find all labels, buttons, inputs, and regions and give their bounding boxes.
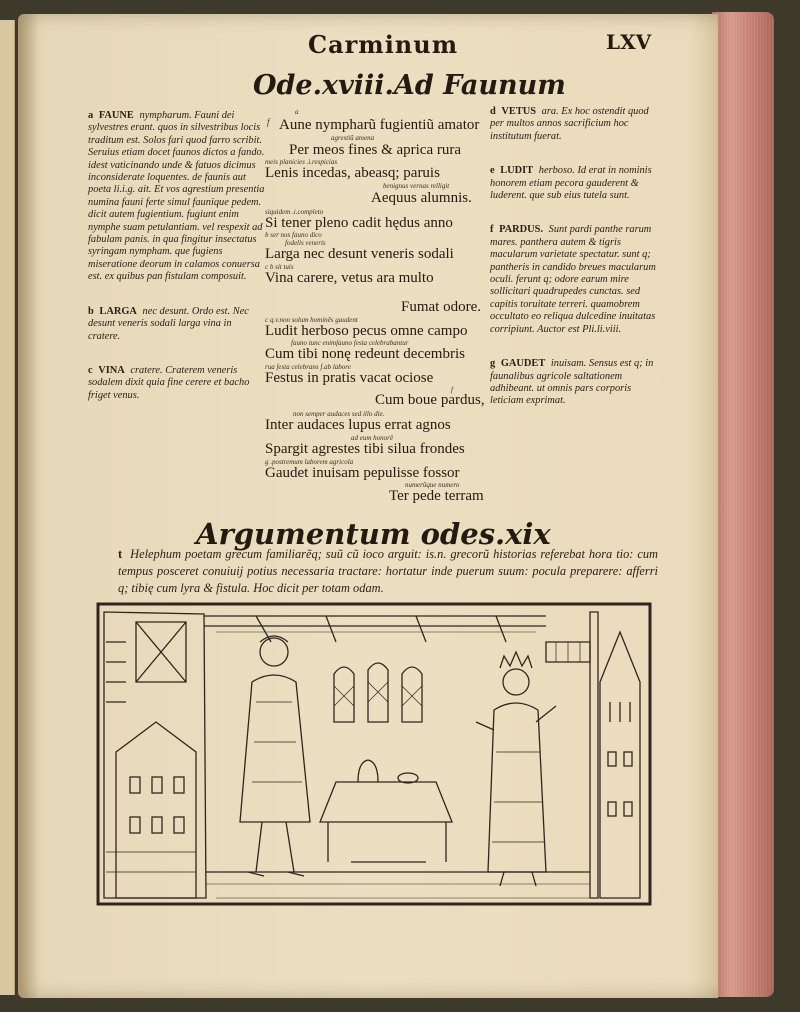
table-icon: [320, 760, 452, 862]
poem-line: Si tener pleno cadit hędus anno: [265, 215, 453, 231]
gloss-mark: f: [267, 117, 270, 127]
note-text: inuisam. Sensus est q; in faunalibus agricole saltationem adhibeant. ut omnis pars corporis leticiam exprimat.: [490, 358, 654, 407]
note-lemma: VINA: [98, 364, 125, 376]
left-building-icon: [104, 612, 206, 898]
right-commentary: [490, 106, 662, 430]
left-commentary: [88, 110, 266, 424]
standing-figure-icon: [240, 636, 310, 876]
ode-title: Ode.xviii.Ad Faunum: [253, 70, 566, 101]
argument-text: Helephum poetam grecum familiarẽq; suũ cũ ioco arguit: is.n. grecorũ historias referebat hora tio: cum tempus posceret conuiuij potius necessaria tractare: hortatur inde puerum suum: pocula preparere: afferri q; tibię cum lyra & fistula. Hoc dicit per totam odam.: [118, 547, 658, 595]
note-marker: a: [88, 110, 94, 121]
interlinear-gloss: f: [451, 386, 453, 394]
folio-number: LXV: [606, 30, 652, 54]
poem-line: Per meos fines & aprica rura: [289, 142, 462, 158]
note-lemma: GAUDET: [500, 358, 546, 370]
interlinear-gloss: fauno tunc enimfauno festa celebrabantur: [291, 339, 409, 347]
interlinear-gloss: benignus vernas relligit: [383, 182, 450, 190]
argument-marker: t: [118, 547, 123, 561]
running-head: Carminum: [308, 30, 459, 59]
book-fore-edge: [712, 12, 774, 997]
note-marker: d: [490, 106, 496, 117]
window-icon: [334, 663, 422, 722]
interlinear-gloss: g .postremum laborem agricola: [265, 458, 354, 466]
commentary-note: [490, 358, 662, 408]
poem-line: Spargit agrestes tibi silua frondes: [265, 441, 465, 457]
poem-line: Ludit herboso pecus omne campo: [265, 323, 468, 339]
note-lemma: LARGA: [99, 305, 137, 317]
gloss-mark: a: [295, 108, 299, 116]
commentary-note: [88, 110, 266, 284]
note-text: nec desunt. Ordo est. Nec desunt veneris sodali larga vina in cratere.: [88, 305, 249, 342]
crowned-figure-icon: [476, 652, 556, 886]
commentary-note: [490, 165, 662, 202]
poem-line: Vina carere, vetus ara multo: [265, 270, 434, 286]
note-lemma: FAUNE: [98, 110, 134, 121]
facing-page-edge: [0, 20, 15, 995]
note-marker: g: [490, 358, 496, 370]
interlinear-gloss: fodelis veneris: [285, 239, 326, 247]
poem-line: Festus in pratis vacat ociose: [265, 370, 434, 386]
note-lemma: VETUS: [501, 106, 537, 117]
ceiling-beams-icon: [204, 616, 546, 642]
note-text: ara. Ex hoc ostendit quod per multos annos sacrificium hoc institutum fuerat.: [490, 106, 649, 142]
poem-line: Aequus alumnis.: [371, 190, 472, 206]
note-lemma: LUDIT: [500, 165, 534, 177]
commentary-note: [490, 106, 662, 143]
note-text: Sunt pardi panthe rarum mares. panthera autem & tigris macularum varietate spectatur. sunt q; pantheris in candido breues macularum oculi. ferunt q; odore earum mire sollicitari quadrupedes cunctas. sed capitis toruitate terreri. quamobrem occultato eo reliqua dulcedine inuitatas corripiunt. Auctor est Pli.li.viii.: [490, 224, 656, 335]
argument-title: Argumentum odes.xix: [196, 517, 551, 551]
note-marker: e: [490, 165, 495, 177]
note-text: cratere. Craterem veneris sodalem dixit quia fine cerere et bacho friget venus.: [88, 364, 250, 401]
interlinear-gloss: c b sit tuis: [265, 263, 294, 271]
right-building-icon: [546, 612, 640, 898]
poem-line: Inter audaces lupus errat agnos: [265, 417, 451, 433]
poem-line: Gaudet inuisam pepulisse fossor: [265, 465, 460, 481]
poem-line: Cum boue pardus,: [375, 392, 485, 408]
woodcut-illustration-icon: [96, 602, 652, 906]
note-text: nympharum. Fauni dei sylvestres erant. quos in silvestribus locis traditum est. Solos fari quod farro scribit. Seruius etiam docet faunos dictos a fando. idest vaticinando unde & fatuos dicimus inconsiderate loquentes. de faunis aut poeta li.i.g. ait. Et vos agrestium presentia numina fauni ferte simul faunique pedem. dicit autem fugientium. fugiunt enim nymphe suam petulantiam. vel respexit ad fabulam panis. in qua fingitur insectatus syringam nympham. que fugiens miseratione deorum in calamos conuersa est. ex quibus pan fistulam composuit.: [88, 110, 265, 283]
argument-paragraph: [118, 546, 658, 597]
commentary-note: [88, 306, 266, 343]
interlinear-gloss: b ser nos fauno dico: [265, 231, 322, 239]
note-marker: f: [490, 224, 494, 236]
note-marker: b: [88, 305, 94, 317]
commentary-note: [490, 224, 662, 336]
interlinear-gloss: rua festa celebrans f.ab labore: [265, 363, 351, 371]
interlinear-gloss: agrestiũ amena: [331, 134, 375, 142]
note-marker: c: [88, 364, 93, 376]
poem-line: Aune nympharũ fugientiũ amator: [279, 117, 480, 133]
poem-line: Lenis incedas, abeasq; paruis: [265, 165, 440, 181]
poem-line: Cum tibi nonę redeunt decembris: [265, 346, 465, 362]
interlinear-gloss: c q.v.non solum hominẽs gaudent: [265, 316, 358, 324]
commentary-note: [88, 365, 266, 402]
poem-line: Larga nec desunt veneris sodali: [265, 246, 454, 262]
note-lemma: PARDUS.: [499, 224, 544, 236]
interlinear-gloss: numerũque numero: [405, 481, 460, 489]
note-text: herboso. Id erat in nominis honorem etiam pecora gauderent & luderent. que sub eius tutela sunt.: [490, 165, 652, 202]
poem-line: Ter pede terram: [389, 488, 484, 504]
interlinear-gloss: siquidem .i.completo: [265, 208, 324, 216]
interlinear-gloss: meis planicies .i.respicias: [265, 158, 338, 166]
interlinear-gloss: ad eum honorẽ: [351, 434, 393, 442]
poem-line: Fumat odore.: [401, 299, 481, 315]
interlinear-gloss: non semper audaces sed illo die.: [293, 410, 385, 418]
